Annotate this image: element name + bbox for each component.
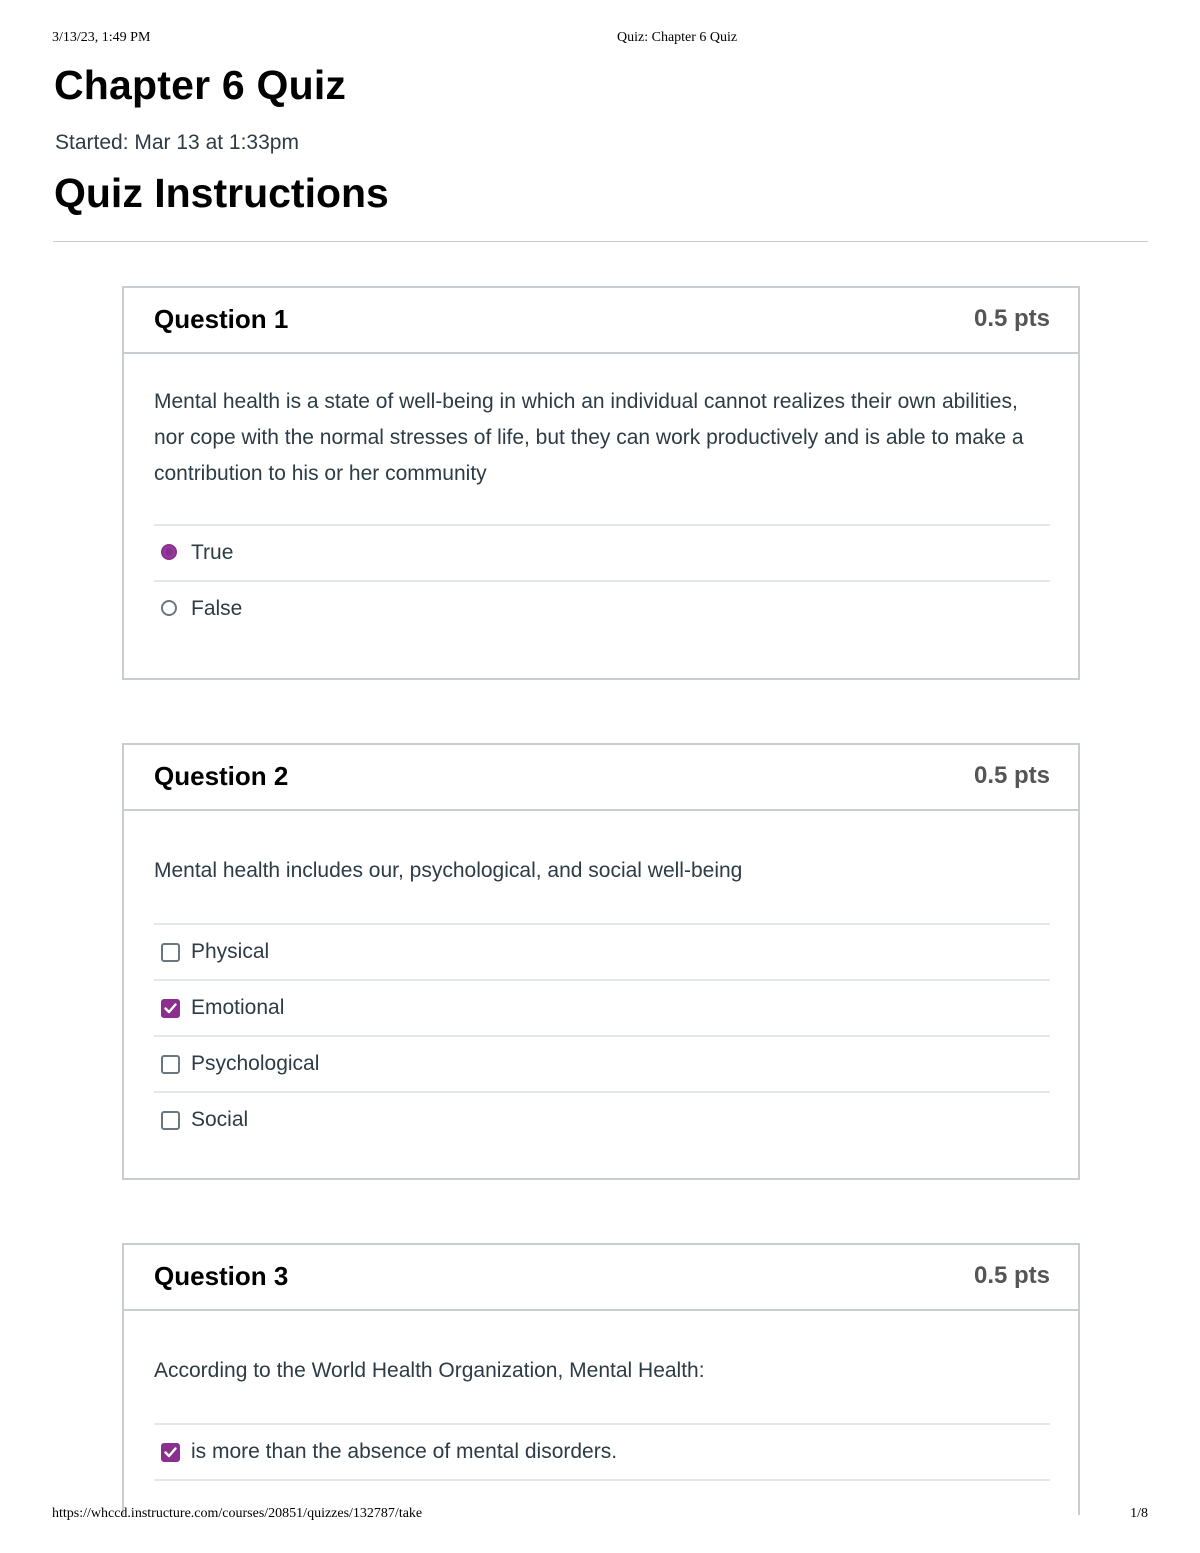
- question-1: [122, 286, 1080, 680]
- checkbox-checked-icon[interactable]: [161, 1443, 180, 1462]
- question-text: Mental health includes our, psychological, and social well-being: [154, 811, 1050, 925]
- answer-label: Emotional: [191, 996, 285, 1019]
- question-2: [122, 743, 1080, 1180]
- question-points: 0.5 pts: [973, 762, 1050, 789]
- answer-label: True: [191, 541, 234, 564]
- print-doc-title: Quiz: Chapter 6 Quiz: [617, 30, 738, 45]
- answer-label: is more than the absence of mental disorders.: [191, 1440, 618, 1463]
- question-header: [124, 1245, 1078, 1311]
- answer-label: Physical: [191, 940, 270, 963]
- quiz-instructions-heading: Quiz Instructions: [54, 170, 389, 216]
- question-points: 0.5 pts: [973, 1262, 1050, 1289]
- radio-unselected-icon[interactable]: [161, 600, 177, 616]
- answer-option-false[interactable]: [154, 582, 1050, 636]
- print-date: 3/13/23, 1:49 PM: [52, 30, 151, 45]
- question-text: Mental health is a state of well-being in which an individual cannot realizes their own abilities, nor cope with the normal stresses of life, but they can work productively and is able to make a contribution to his or her community: [154, 354, 1050, 526]
- print-footer: [52, 1506, 1148, 1526]
- question-header: [124, 288, 1078, 354]
- checkbox-checked-icon[interactable]: [161, 999, 180, 1018]
- answer-option-social[interactable]: [154, 1093, 1050, 1147]
- radio-selected-icon[interactable]: [161, 544, 177, 560]
- answer-option-true[interactable]: [154, 526, 1050, 582]
- question-name: Question 3: [154, 1261, 289, 1291]
- question-body: [124, 811, 1078, 1147]
- checkbox-unchecked-icon[interactable]: [161, 1055, 180, 1074]
- question-points: 0.5 pts: [973, 305, 1050, 332]
- question-body: [124, 354, 1078, 636]
- answer-label: False: [191, 597, 243, 620]
- quiz-started-time: Started: Mar 13 at 1:33pm: [55, 131, 299, 154]
- answer-option-physical[interactable]: [154, 925, 1050, 981]
- answer-option-emotional[interactable]: [154, 981, 1050, 1037]
- instructions-divider: [53, 241, 1148, 242]
- question-header: [124, 745, 1078, 811]
- question-text: According to the World Health Organization, Mental Health:: [154, 1311, 1050, 1425]
- print-header: [52, 30, 1148, 50]
- question-name: Question 2: [154, 761, 289, 791]
- question-body: [124, 1311, 1078, 1481]
- checkbox-unchecked-icon[interactable]: [161, 943, 180, 962]
- question-3: [122, 1243, 1080, 1515]
- answer-option-more-than-absence[interactable]: [154, 1425, 1050, 1481]
- page-title: Chapter 6 Quiz: [54, 62, 347, 108]
- question-name: Question 1: [154, 304, 289, 334]
- answer-label: Psychological: [191, 1052, 320, 1075]
- checkmark-icon: [163, 1445, 178, 1460]
- answer-option-psychological[interactable]: [154, 1037, 1050, 1093]
- print-page-number: 1/8: [1130, 1506, 1148, 1521]
- checkmark-icon: [163, 1001, 178, 1016]
- checkbox-unchecked-icon[interactable]: [161, 1111, 180, 1130]
- print-url: https://whccd.instructure.com/courses/20851/quizzes/132787/take: [52, 1506, 423, 1521]
- answer-label: Social: [191, 1108, 249, 1131]
